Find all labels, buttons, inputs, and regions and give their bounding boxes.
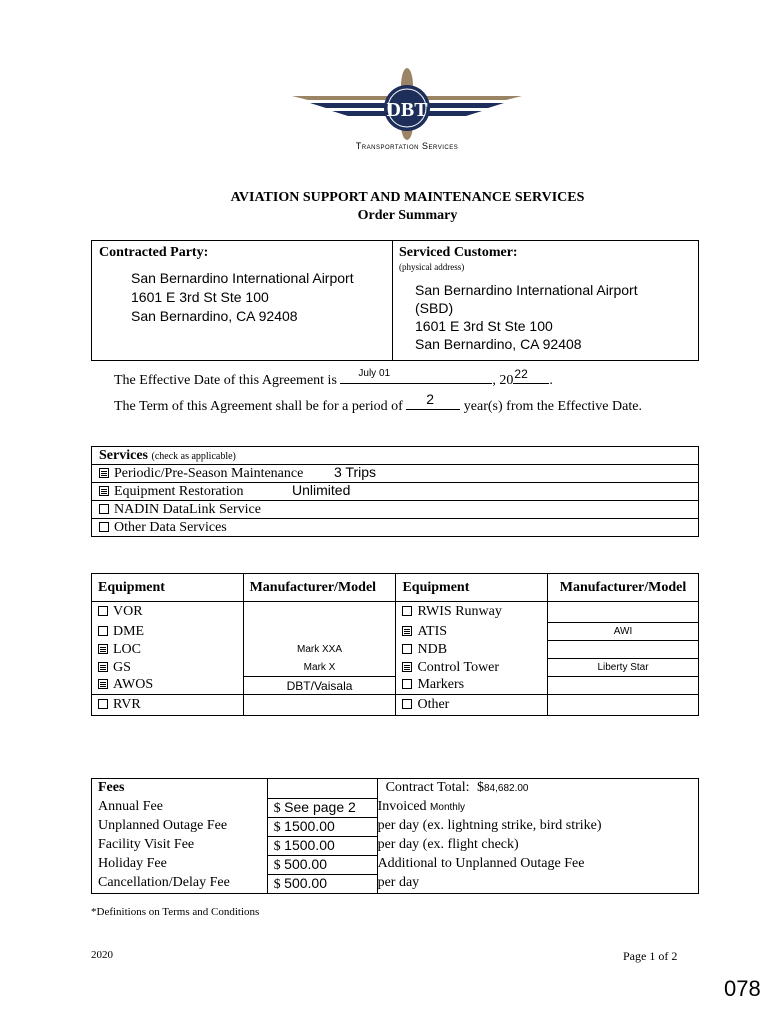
fee-description-cell [377, 875, 698, 894]
fee-dollar: $ [273, 839, 281, 854]
equipment-body [92, 602, 699, 716]
fee-description: per day (ex. flight check) [377, 836, 519, 852]
fee-dollar: $ [273, 858, 281, 873]
contract-total-cell [377, 779, 698, 799]
footnote: *Definitions on Terms and Conditions [91, 906, 260, 918]
equipment-row [92, 659, 699, 677]
service-item [91, 519, 699, 537]
fee-amount[interactable]: See page 2 [284, 799, 356, 815]
fees-table [91, 778, 699, 894]
equipment-right-label: RWIS Runway [417, 604, 502, 620]
fee-description: Invoiced [377, 798, 427, 814]
equipment-right-cell [396, 623, 548, 641]
document-subtitle: Order Summary [357, 208, 458, 223]
service-value[interactable]: 3 Trips [334, 464, 377, 480]
term-prefix: The Term of this Agreement shall be for a period of [114, 399, 403, 414]
fee-row [92, 799, 699, 818]
fee-description: per day (ex. lightning strike, bird strike) [377, 817, 602, 833]
services-note: (check as applicable) [151, 451, 236, 462]
service-item [91, 465, 699, 483]
contracted-party-line1: San Bernardino International Airport [131, 270, 354, 286]
equipment-left-label: DME [113, 623, 145, 639]
serviced-customer-note: (physical address) [399, 262, 465, 272]
fee-amount-cell [267, 875, 377, 894]
equipment-right-model[interactable] [548, 695, 699, 716]
service-label: Other Data Services [114, 520, 227, 535]
equipment-row [92, 641, 699, 659]
service-label: Equipment Restoration [114, 484, 244, 499]
logo-text: DBT [386, 99, 428, 121]
fee-amount[interactable]: 1500.00 [284, 837, 335, 853]
document-title: AVIATION SUPPORT AND MAINTENANCE SERVICES [230, 190, 585, 205]
equipment-checkbox[interactable] [98, 662, 108, 672]
fee-description-cell [377, 818, 698, 837]
equipment-right-cell [396, 659, 548, 677]
term-line [114, 391, 642, 415]
equipment-left-model[interactable] [243, 623, 396, 641]
equipment-right-cell [396, 677, 548, 695]
equipment-left-model[interactable]: DBT/Vaisala [243, 677, 396, 695]
fee-description: Additional to Unplanned Outage Fee [377, 855, 585, 871]
term-suffix: year(s) from the Effective Date. [463, 399, 642, 414]
equipment-right-label: NDB [417, 641, 448, 657]
party-box [91, 240, 699, 361]
fee-dollar: $ [273, 801, 281, 816]
equipment-left-model[interactable]: Mark XXA [243, 641, 396, 659]
fee-amount-cell [267, 856, 377, 875]
equipment-left-cell [92, 677, 244, 695]
equipment-left-label: LOC [113, 641, 141, 657]
equipment-right-label: Control Tower [417, 659, 500, 675]
equipment-row [92, 677, 699, 695]
service-checkbox[interactable] [99, 504, 109, 514]
fee-amount-cell [267, 837, 377, 856]
equipment-right-label: Other [417, 697, 450, 712]
equipment-checkbox[interactable] [98, 606, 108, 616]
fee-name: Annual Fee [92, 799, 268, 818]
equipment-row [92, 695, 699, 716]
fee-name: Facility Visit Fee [92, 837, 268, 856]
equipment-checkbox[interactable] [402, 662, 412, 672]
effective-year-prefix: , 20 [492, 373, 514, 388]
equipment-checkbox[interactable] [98, 644, 108, 654]
fees-label: Fees [92, 779, 268, 799]
fee-amount-cell [267, 799, 377, 818]
equipment-right-model[interactable]: AWI [548, 623, 699, 641]
service-item [91, 483, 699, 501]
service-checkbox[interactable] [99, 468, 109, 478]
term-field[interactable] [406, 391, 460, 410]
fee-row [92, 856, 699, 875]
contract-total-label: Contract Total: [385, 780, 470, 795]
equipment-header-right: Equipment [396, 574, 548, 602]
fee-description: per day [377, 874, 420, 890]
fees-header-spacer [267, 779, 377, 799]
equipment-left-label: AWOS [113, 677, 154, 693]
serviced-customer-label: Serviced Customer: [399, 245, 518, 260]
equipment-left-cell [92, 641, 244, 659]
model-header-left: Manufacturer/Model [243, 574, 396, 602]
equipment-left-cell [92, 695, 244, 716]
equipment-checkbox[interactable] [98, 699, 108, 709]
service-label: NADIN DataLink Service [114, 502, 261, 517]
model-header-right: Manufacturer/Model [548, 574, 699, 602]
equipment-checkbox[interactable] [402, 679, 412, 689]
fee-row [92, 818, 699, 837]
equipment-row [92, 623, 699, 641]
equipment-checkbox[interactable] [402, 644, 412, 654]
serviced-customer-line1: San Bernardino International Airport [415, 282, 638, 298]
equipment-right-cell [396, 641, 548, 659]
equipment-right-label: ATIS [417, 623, 448, 639]
equipment-right-label: Markers [417, 677, 465, 693]
contracted-party-line3: San Bernardino, CA 92408 [131, 308, 298, 324]
serviced-customer-address [415, 281, 638, 353]
equipment-right-model[interactable] [548, 602, 699, 623]
equipment-left-cell [92, 602, 244, 623]
effective-year-value: 22 [514, 367, 528, 381]
effective-date-line [114, 367, 553, 389]
document-stamp-number: 078 [724, 976, 761, 1001]
term-value: 2 [426, 391, 435, 407]
fee-description-cell [377, 837, 698, 856]
fee-row [92, 837, 699, 856]
effective-date-field[interactable] [340, 370, 492, 384]
fee-row [92, 875, 699, 894]
fee-amount[interactable]: 500.00 [284, 875, 327, 891]
equipment-right-model[interactable]: Liberty Star [548, 659, 699, 677]
equipment-checkbox[interactable] [402, 606, 412, 616]
equipment-table [91, 573, 699, 716]
logo-subtitle: Transportation Services [355, 141, 459, 151]
service-checkbox[interactable] [99, 522, 109, 532]
equipment-right-model[interactable] [548, 677, 699, 695]
equipment-header-left: Equipment [92, 574, 244, 602]
fee-description-cell [377, 799, 698, 818]
footer-page-number: Page 1 of 2 [623, 949, 678, 963]
serviced-customer-line3: 1601 E 3rd St Ste 100 [415, 318, 553, 334]
effective-year-field[interactable] [513, 367, 549, 384]
equipment-left-cell [92, 659, 244, 677]
contract-total-dollar: $ [476, 780, 484, 795]
equipment-right-cell [396, 602, 548, 623]
contracted-party-line2: 1601 E 3rd St Ste 100 [131, 289, 269, 305]
equipment-left-label: GS [113, 659, 131, 675]
fee-name: Holiday Fee [92, 856, 268, 875]
equipment-left-model[interactable]: Mark X [243, 659, 396, 677]
equipment-checkbox[interactable] [98, 679, 108, 689]
services-header [91, 446, 699, 465]
fee-description-cell [377, 856, 698, 875]
equipment-left-model[interactable] [243, 602, 396, 623]
service-label: Periodic/Pre-Season Maintenance [114, 466, 304, 481]
fee-amount[interactable]: 1500.00 [284, 818, 335, 834]
service-checkbox[interactable] [99, 486, 109, 496]
serviced-customer-line2: (SBD) [415, 300, 454, 316]
services-label: Services [99, 448, 148, 463]
fee-extra[interactable]: Monthly [430, 801, 466, 813]
service-item [91, 501, 699, 519]
equipment-checkbox[interactable] [98, 626, 108, 636]
service-value[interactable]: Unlimited [292, 482, 351, 498]
fee-amount-cell [267, 818, 377, 837]
equipment-row [92, 602, 699, 623]
serviced-customer-line4: San Bernardino, CA 92408 [415, 336, 582, 352]
footer-year: 2020 [91, 949, 113, 961]
fee-name: Cancellation/Delay Fee [92, 875, 268, 894]
equipment-right-model[interactable] [548, 641, 699, 659]
services-box [91, 446, 699, 537]
equipment-right-cell [396, 695, 548, 716]
fee-name: Unplanned Outage Fee [92, 818, 268, 837]
effective-date-prefix: The Effective Date of this Agreement is [114, 373, 337, 388]
equipment-left-cell [92, 623, 244, 641]
contract-total-amount[interactable]: 84,682.00 [483, 783, 529, 794]
party-divider [392, 241, 393, 360]
fee-dollar: $ [273, 877, 281, 892]
contracted-party-address [131, 269, 354, 326]
fee-amount[interactable]: 500.00 [284, 856, 327, 872]
services-list [91, 465, 699, 537]
equipment-left-label: RVR [113, 697, 141, 712]
equipment-checkbox[interactable] [402, 699, 412, 709]
contracted-party-label: Contracted Party: [99, 245, 209, 260]
equipment-checkbox[interactable] [402, 626, 412, 636]
fee-dollar: $ [273, 820, 281, 835]
effective-date-value: July 01 [358, 368, 391, 379]
equipment-left-model[interactable] [243, 695, 396, 716]
effective-date-period: . [549, 373, 553, 388]
equipment-left-label: VOR [113, 604, 143, 620]
